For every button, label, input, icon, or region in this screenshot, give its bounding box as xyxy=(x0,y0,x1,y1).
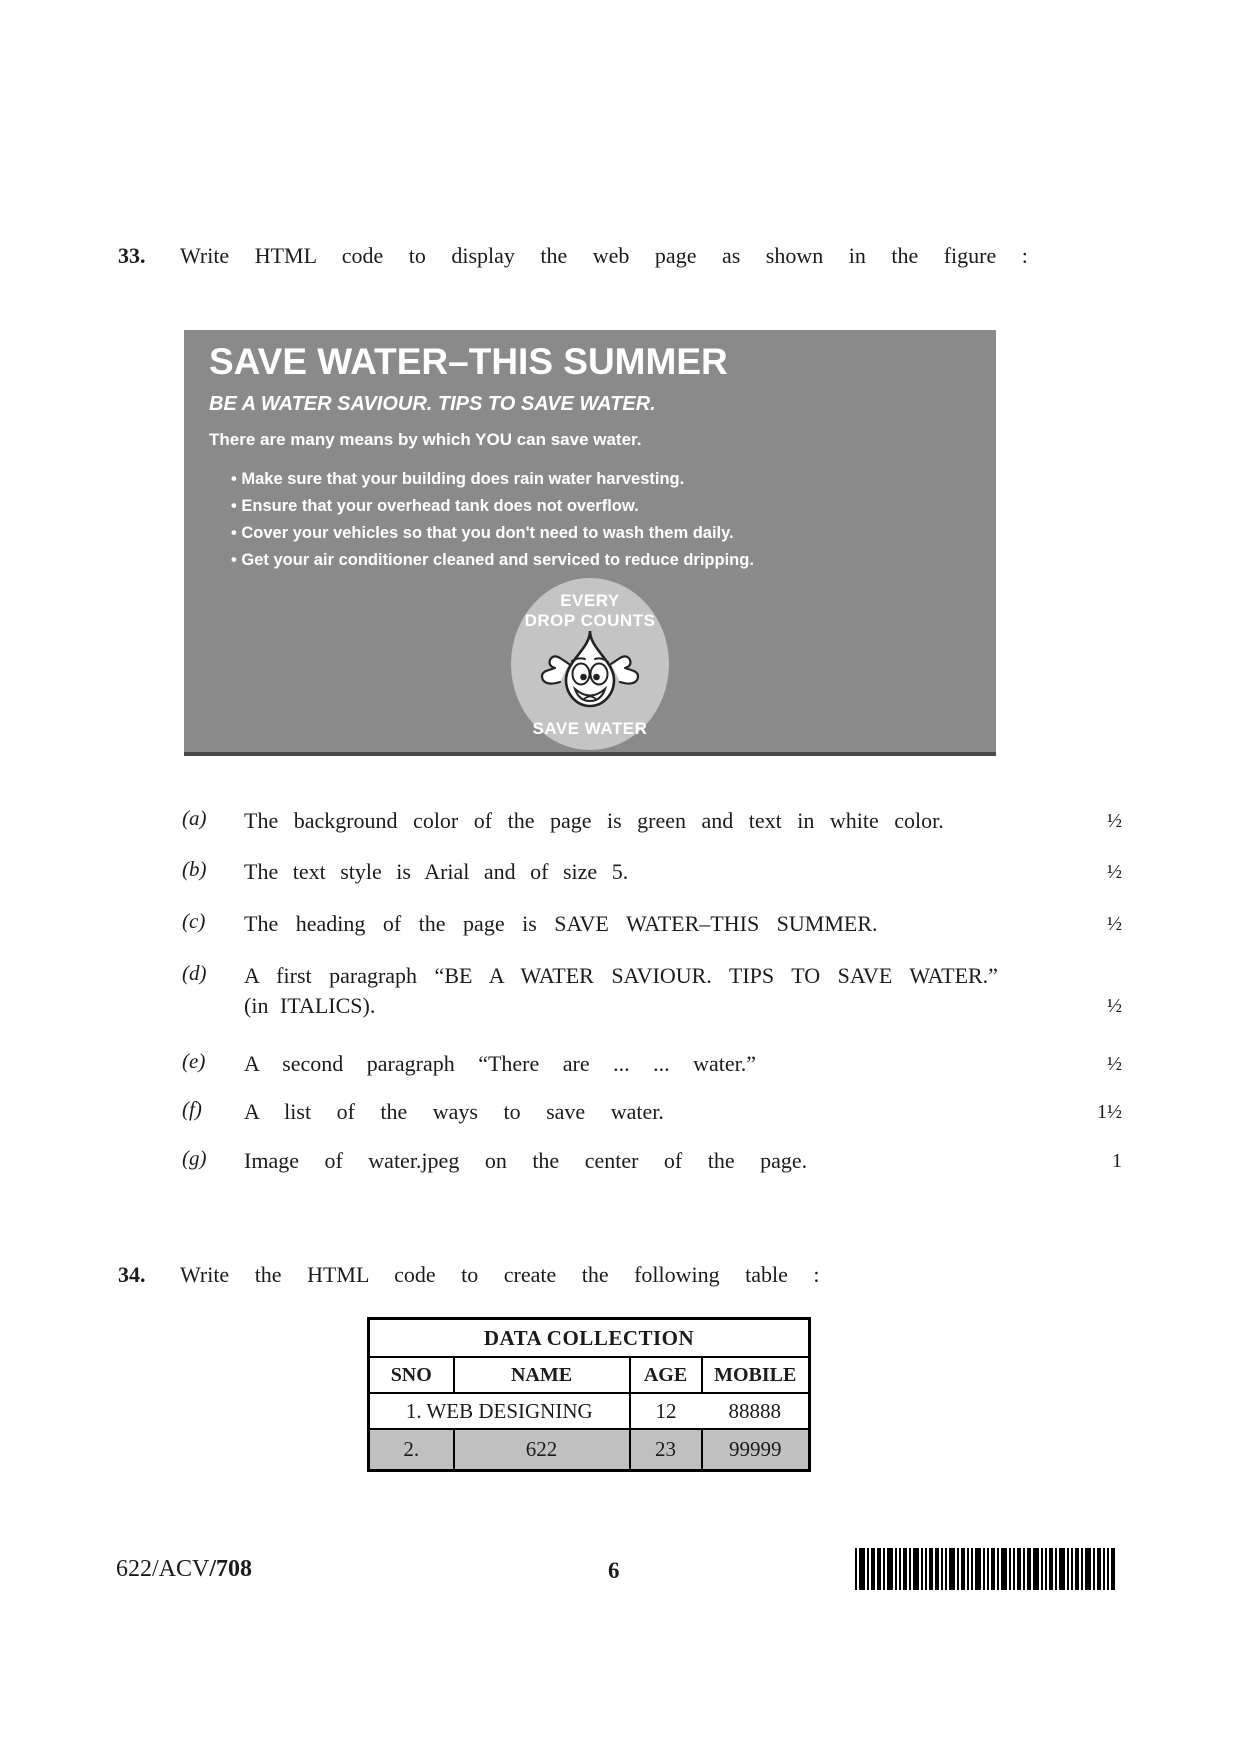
item-d-text: A first paragraph “BE A WATER SAVIOUR. TIPS TO SAVE WATER.” xyxy=(244,963,998,988)
question-33-text: Write HTML code to display the web page as shown in the figure : xyxy=(180,243,1028,268)
question-34-text: Write the HTML code to create the following table : xyxy=(180,1262,820,1287)
table-cell: 23 xyxy=(630,1429,702,1471)
question-34 xyxy=(118,1262,1118,1288)
item-a-marks: ½ xyxy=(1107,810,1122,832)
item-f-marks: 1½ xyxy=(1097,1101,1122,1123)
item-c-label: (c) xyxy=(182,909,206,933)
table-cell: 88888 xyxy=(702,1393,810,1429)
figure-bullet-item: • Ensure that your overhead tank does not overflow. xyxy=(231,493,754,520)
table-row xyxy=(369,1429,810,1471)
data-collection-table xyxy=(367,1317,811,1472)
figure-bullet-list xyxy=(231,466,754,574)
water-drop-mascot-icon xyxy=(528,628,652,712)
item-c xyxy=(182,909,1122,939)
item-e xyxy=(182,1049,1122,1079)
question-33-number: 33. xyxy=(118,243,146,268)
item-f-text: A list of the ways to save water. xyxy=(244,1099,664,1124)
item-d-marks: ½ xyxy=(1107,995,1122,1017)
figure-bullet-item: • Cover your vehicles so that you don't need to wash them daily. xyxy=(231,520,754,547)
table-cell: 99999 xyxy=(702,1429,810,1471)
item-a-text: The background color of the page is green and text in white color. xyxy=(244,808,944,833)
badge-line-1: EVERY xyxy=(560,591,620,610)
item-g-label: (g) xyxy=(182,1146,207,1170)
item-g-marks: 1 xyxy=(1112,1150,1122,1172)
item-e-text: A second paragraph “There are ... ... water.” xyxy=(244,1051,757,1076)
figure-save-water-webpage xyxy=(184,330,996,756)
table-header-mobile: MOBILE xyxy=(702,1357,810,1393)
item-a xyxy=(182,806,1122,836)
badge-bottom-text: SAVE WATER xyxy=(532,719,648,738)
figure-bullet-item: • Get your air conditioner cleaned and serviced to reduce dripping. xyxy=(231,547,754,574)
item-d-text-line2: (in ITALICS). xyxy=(244,993,376,1018)
item-c-text: The heading of the page is SAVE WATER–THIS SUMMER. xyxy=(244,911,878,936)
table-header-age: AGE xyxy=(630,1357,702,1393)
item-f-label: (f) xyxy=(182,1097,202,1121)
item-d-label: (d) xyxy=(182,961,207,985)
table-cell: 2. xyxy=(369,1429,454,1471)
item-b-label: (b) xyxy=(182,857,207,881)
figure-heading: SAVE WATER–THIS SUMMER xyxy=(209,341,728,382)
barcode xyxy=(855,1548,1121,1590)
badge-line-2: DROP COUNTS xyxy=(524,611,656,630)
badge-top-text xyxy=(511,578,669,631)
item-f xyxy=(182,1097,1122,1127)
question-33 xyxy=(118,243,1118,269)
item-b-text: The text style is Arial and of size 5. xyxy=(244,859,629,884)
table-header-name: NAME xyxy=(454,1357,630,1393)
figure-bullet-item: • Make sure that your building does rain water harvesting. xyxy=(231,466,754,493)
item-e-marks: ½ xyxy=(1107,1053,1122,1075)
table-cell: 12 xyxy=(630,1393,702,1429)
table-header-sno: SNO xyxy=(369,1357,454,1393)
question-34-number: 34. xyxy=(118,1262,146,1287)
table-cell: 622 xyxy=(454,1429,630,1471)
item-e-label: (e) xyxy=(182,1049,206,1073)
item-c-marks: ½ xyxy=(1107,913,1122,935)
page-number: 6 xyxy=(608,1558,620,1583)
document-code xyxy=(116,1556,252,1583)
figure-intro-paragraph: There are many means by which YOU can save water. xyxy=(209,430,642,449)
save-water-badge xyxy=(511,578,669,750)
figure-subheading: BE A WATER SAVIOUR. TIPS TO SAVE WATER. xyxy=(209,393,656,415)
item-d xyxy=(182,961,1122,1021)
item-b xyxy=(182,857,1122,887)
table-title: DATA COLLECTION xyxy=(369,1319,810,1358)
document-code-suffix: /708 xyxy=(209,1556,253,1582)
item-g xyxy=(182,1146,1122,1176)
item-g-text: Image of water.jpeg on the center of the page. xyxy=(244,1148,808,1173)
table-cell: 1. WEB DESIGNING xyxy=(369,1393,630,1429)
table-row xyxy=(369,1393,810,1429)
document-code-prefix: 622/ACV xyxy=(116,1556,210,1582)
item-a-label: (a) xyxy=(182,806,207,830)
item-b-marks: ½ xyxy=(1107,861,1122,883)
